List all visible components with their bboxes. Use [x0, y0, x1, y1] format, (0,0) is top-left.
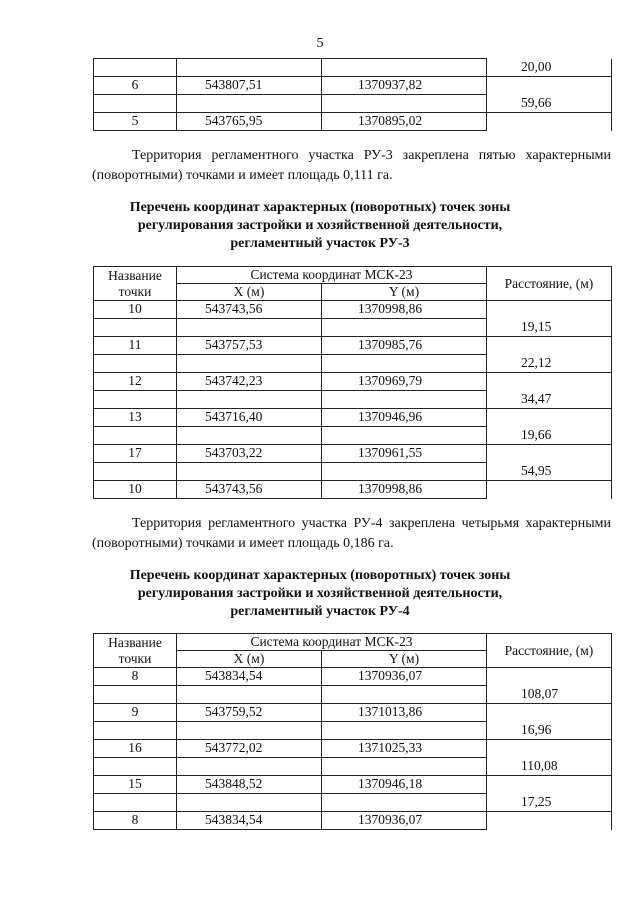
table-row [94, 59, 612, 77]
ru4-paragraph: Территория регламентного участка РУ-4 закреплена четырьмя характерными (поворотными) точками и имеет площадь 0,186 га. [92, 516, 611, 551]
y-coordinate-cell [322, 391, 487, 409]
x-coordinate-cell: 543757,53 [177, 337, 322, 355]
header-point-name: Название точки [94, 634, 177, 668]
distance-cell: 108,07 [487, 686, 612, 704]
table-row [94, 77, 612, 95]
point-name-cell [94, 319, 177, 337]
distance-cell [487, 740, 612, 758]
point-name-cell [94, 59, 177, 77]
ru3-heading-line2: регулирования застройки и хозяйственной деятельности, [137, 218, 503, 233]
y-coordinate-cell [322, 427, 487, 445]
ru3-heading-line1: Перечень координат характерных (поворотных) точек зоны [129, 200, 511, 215]
table-row [94, 758, 612, 776]
ru3-heading [80, 199, 560, 253]
table-row [94, 409, 612, 427]
table-row [94, 337, 612, 355]
ru4-heading-line1: Перечень координат характерных (поворотных) точек зоны [129, 568, 511, 583]
point-name-cell: 13 [94, 409, 177, 427]
header-y: Y (м) [322, 284, 487, 301]
table-row [94, 373, 612, 391]
header-coordinate-system: Система координат МСК-23 [177, 634, 487, 651]
point-name-cell [94, 463, 177, 481]
x-coordinate-cell: 543703,22 [177, 445, 322, 463]
header-distance: Расстояние, (м) [487, 634, 612, 668]
header-point-name: Название точки [94, 267, 177, 301]
table-body [94, 301, 612, 499]
ru4-heading-line2: регулирования застройки и хозяйственной деятельности, [137, 586, 503, 601]
distance-cell [487, 301, 612, 319]
table-row [94, 481, 612, 499]
y-coordinate-cell: 1370895,02 [322, 113, 487, 131]
point-name-cell: 11 [94, 337, 177, 355]
table-row [94, 319, 612, 337]
distance-cell: 34,47 [487, 391, 612, 409]
y-coordinate-cell: 1370936,07 [322, 668, 487, 686]
x-coordinate-cell: 543772,02 [177, 740, 322, 758]
table-row [94, 776, 612, 794]
distance-cell: 19,66 [487, 427, 612, 445]
x-coordinate-cell [177, 463, 322, 481]
point-name-cell: 8 [94, 668, 177, 686]
ru3-paragraph: Территория регламентного участка РУ-3 закреплена пятью характерными (поворотными) точками и имеет площадь 0,111 га. [92, 148, 611, 183]
distance-cell [487, 481, 612, 499]
point-name-cell [94, 686, 177, 704]
distance-cell: 22,12 [487, 355, 612, 373]
point-name-cell [94, 427, 177, 445]
table-row [94, 668, 612, 686]
point-name-cell [94, 722, 177, 740]
point-name-cell [94, 391, 177, 409]
x-coordinate-cell [177, 391, 322, 409]
y-coordinate-cell: 1370969,79 [322, 373, 487, 391]
point-name-cell: 15 [94, 776, 177, 794]
distance-cell: 17,25 [487, 794, 612, 812]
table-row [94, 355, 612, 373]
x-coordinate-cell: 543834,54 [177, 668, 322, 686]
distance-cell [487, 445, 612, 463]
header-coordinate-system: Система координат МСК-23 [177, 267, 487, 284]
table-row [94, 740, 612, 758]
x-coordinate-cell [177, 355, 322, 373]
point-name-cell: 5 [94, 113, 177, 131]
table-body [94, 668, 612, 830]
y-coordinate-cell [322, 355, 487, 373]
ru4-heading-line3: регламентный участок РУ-4 [230, 604, 410, 619]
table-row [94, 113, 612, 131]
x-coordinate-cell [177, 758, 322, 776]
y-coordinate-cell: 1370998,86 [322, 301, 487, 319]
x-coordinate-cell [177, 59, 322, 77]
point-name-cell: 17 [94, 445, 177, 463]
point-name-cell: 6 [94, 77, 177, 95]
point-name-cell: 12 [94, 373, 177, 391]
point-name-cell: 8 [94, 812, 177, 830]
table-row [94, 95, 612, 113]
header-distance: Расстояние, (м) [487, 267, 612, 301]
coordinates-table-continuation [93, 58, 612, 131]
distance-cell: 59,66 [487, 95, 612, 113]
distance-cell [487, 113, 612, 131]
point-name-cell: 16 [94, 740, 177, 758]
table-body [94, 59, 612, 131]
header-y: Y (м) [322, 651, 487, 668]
x-coordinate-cell: 543807,51 [177, 77, 322, 95]
table-row [94, 686, 612, 704]
x-coordinate-cell: 543848,52 [177, 776, 322, 794]
y-coordinate-cell [322, 463, 487, 481]
distance-cell [487, 373, 612, 391]
distance-cell [487, 704, 612, 722]
y-coordinate-cell: 1371013,86 [322, 704, 487, 722]
x-coordinate-cell [177, 794, 322, 812]
x-coordinate-cell: 543742,23 [177, 373, 322, 391]
distance-cell: 54,95 [487, 463, 612, 481]
distance-cell: 16,96 [487, 722, 612, 740]
x-coordinate-cell [177, 319, 322, 337]
table-row [94, 722, 612, 740]
distance-cell [487, 409, 612, 427]
distance-cell: 20,00 [487, 59, 612, 77]
point-name-cell [94, 95, 177, 113]
y-coordinate-cell [322, 59, 487, 77]
header-x: X (м) [177, 284, 322, 301]
table-row [94, 794, 612, 812]
y-coordinate-cell: 1370961,55 [322, 445, 487, 463]
x-coordinate-cell: 543743,56 [177, 301, 322, 319]
y-coordinate-cell [322, 95, 487, 113]
ru3-heading-line3: регламентный участок РУ-3 [230, 236, 410, 251]
point-name-cell [94, 355, 177, 373]
y-coordinate-cell [322, 794, 487, 812]
distance-cell: 19,15 [487, 319, 612, 337]
point-name-cell: 9 [94, 704, 177, 722]
y-coordinate-cell: 1370946,96 [322, 409, 487, 427]
distance-cell [487, 77, 612, 95]
x-coordinate-cell: 543759,52 [177, 704, 322, 722]
point-name-cell [94, 794, 177, 812]
x-coordinate-cell: 543765,95 [177, 113, 322, 131]
ru4-coordinates-table [93, 633, 612, 830]
x-coordinate-cell [177, 427, 322, 445]
y-coordinate-cell [322, 758, 487, 776]
y-coordinate-cell [322, 686, 487, 704]
distance-cell [487, 776, 612, 794]
point-name-cell: 10 [94, 481, 177, 499]
y-coordinate-cell [322, 319, 487, 337]
table-row [94, 463, 612, 481]
distance-cell: 110,08 [487, 758, 612, 776]
page-number: 5 [316, 36, 324, 51]
ru4-heading [80, 567, 560, 621]
table-row [94, 812, 612, 830]
table-row [94, 391, 612, 409]
ru3-coordinates-table [93, 266, 612, 499]
x-coordinate-cell [177, 95, 322, 113]
x-coordinate-cell: 543743,56 [177, 481, 322, 499]
table-row [94, 704, 612, 722]
x-coordinate-cell [177, 686, 322, 704]
x-coordinate-cell: 543716,40 [177, 409, 322, 427]
y-coordinate-cell: 1370946,18 [322, 776, 487, 794]
y-coordinate-cell [322, 722, 487, 740]
y-coordinate-cell: 1370937,82 [322, 77, 487, 95]
table-row [94, 445, 612, 463]
y-coordinate-cell: 1371025,33 [322, 740, 487, 758]
y-coordinate-cell: 1370936,07 [322, 812, 487, 830]
x-coordinate-cell: 543834,54 [177, 812, 322, 830]
y-coordinate-cell: 1370985,76 [322, 337, 487, 355]
y-coordinate-cell: 1370998,86 [322, 481, 487, 499]
distance-cell [487, 337, 612, 355]
table-row [94, 427, 612, 445]
distance-cell [487, 668, 612, 686]
table-row [94, 301, 612, 319]
header-x: X (м) [177, 651, 322, 668]
x-coordinate-cell [177, 722, 322, 740]
distance-cell [487, 812, 612, 830]
point-name-cell: 10 [94, 301, 177, 319]
point-name-cell [94, 758, 177, 776]
